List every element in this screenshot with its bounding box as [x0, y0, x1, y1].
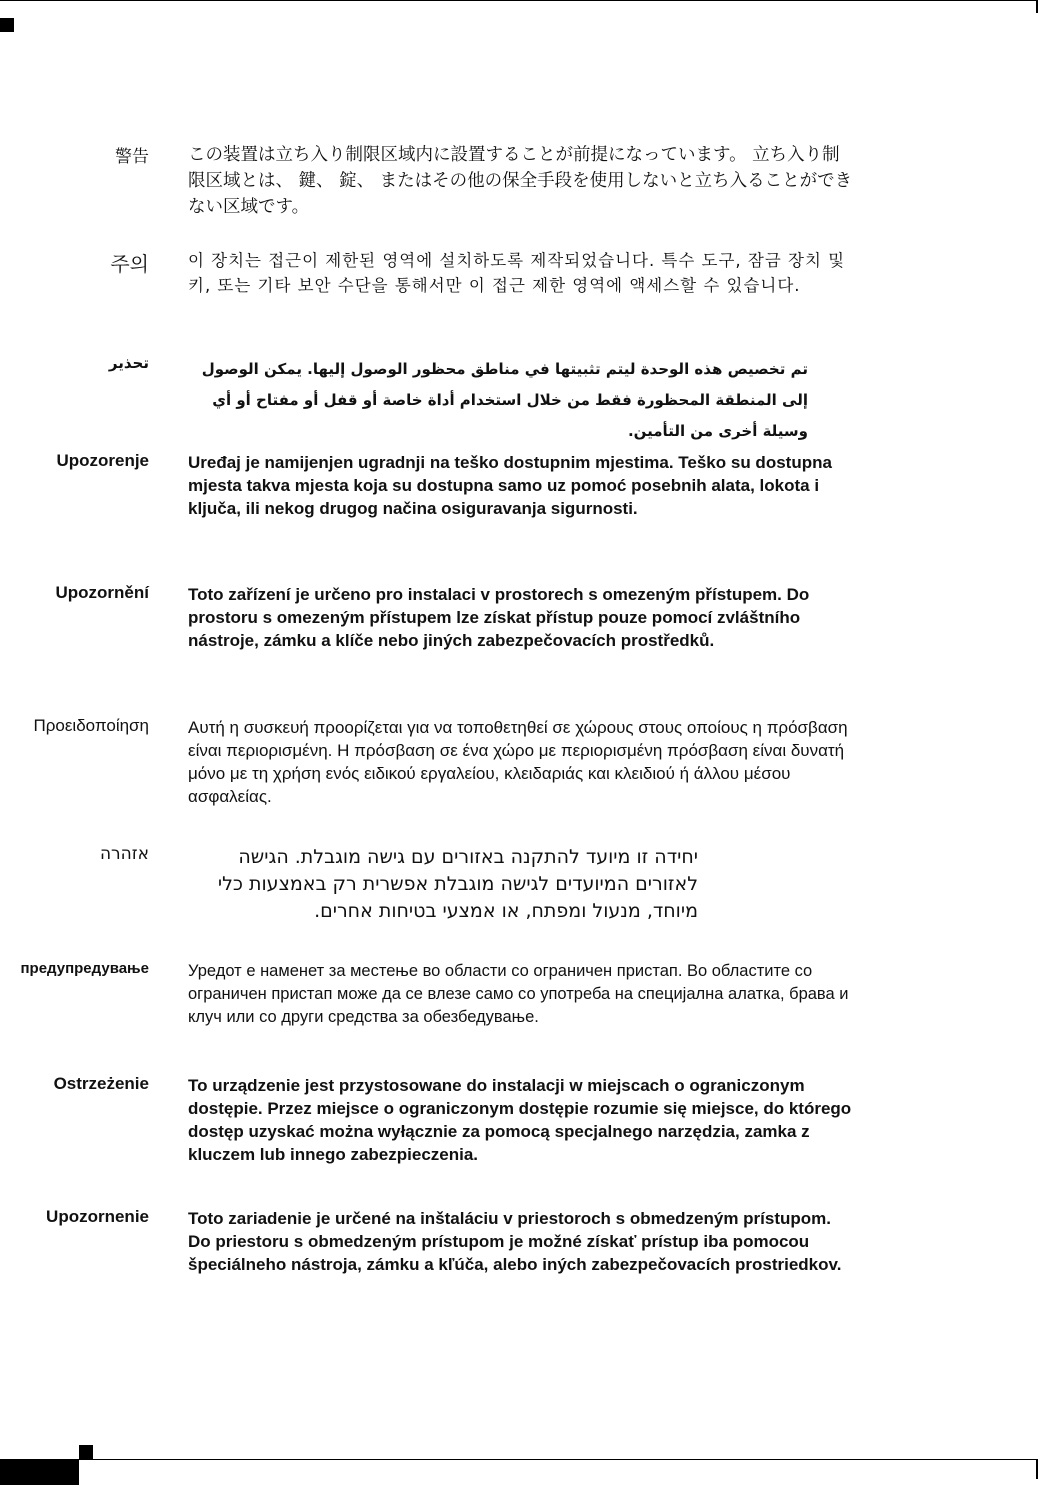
bottom-rule-tick	[1036, 1459, 1038, 1479]
warning-label: Upozorenje	[56, 451, 149, 470]
warning-text: Toto zařízení je určeno pro instalaci v prostorech s omezeným přístupem. Do prostoru s omezeným přístupem lze získat přístup pouze pomocí zvláštního nástroje, zámku a klíče nebo jiných zabezpečovacích prostředků.	[188, 585, 810, 650]
warning-label: Upozornenie	[46, 1207, 149, 1226]
warning-label: предупредување	[20, 960, 149, 977]
warning-text: Αυτή η συσκευή προορίζεται για να τοποθετηθεί σε χώρους στους οποίους η πρόσβαση είναι περιορισμένη. Η πρόσβαση σε ένα χώρο με περιορισμένη πρόσβαση είναι δυνατή μόνο με τη χρήση ενός ειδικού εργαλείου, κλειδαριάς και κλειδιού ή άλλου μέσου ασφαλείας.	[188, 718, 848, 806]
top-rule-tick	[1036, 0, 1038, 13]
warning-label: Προειδοποίηση	[33, 716, 149, 735]
warning-label: Ostrzeżenie	[53, 1074, 149, 1093]
warning-text: Toto zariadenie je určené na inštaláciu v priestoroch s obmedzeným prístupom. Do priestoru s obmedzeným prístupom je možné získať prístup iba pomocou špeciálneho nástroja, zámku a kľúča, alebo iných zabezpečovacích prostriedkov.	[188, 1209, 842, 1274]
warning-text: Uređaj je namijenjen ugradnji na teško dostupnim mjestima. Teško su dostupna mjesta takva mjesta koja su dostupna samo uz pomoć posebnih alata, lokota i ključa, ili nekog drugog načina osiguravanja sigurnosti.	[188, 453, 832, 518]
warning-label: אזהרה	[99, 844, 149, 864]
bottom-corner-mark	[79, 1445, 93, 1459]
warning-text: تم تخصيص هذه الوحدة ليتم تثبيتها في مناطق محظور الوصول إليها. يمكن الوصول إلى المنطقة المحظورة فقط من خلال استخدام أداة خاصة أو قفل أو مفتاح أو أي وسيلة أخرى من التأمين.	[201, 360, 808, 440]
warning-text: この装置は立ち入り制限区域内に設置することが前提になっています。 立ち入り制限区域とは、 鍵、 錠、 またはその他の保全手段を使用しないと立ち入ることができない区域です。	[188, 145, 853, 217]
warning-label: تحذير	[108, 354, 149, 372]
warning-text: Уредот е наменет за местење во области со ограничен пристап. Во областите со ограничен пристап може да се влезе само со употреба на специјална алатка, брава и клуч или со други средства за обезбедување.	[188, 962, 849, 1026]
warning-text: יחידה זו מיועד להתקנה באזורים עם גישה מוגבלת. הגישה לאזורים המיועדים לגישה מוגבלת אפשרית רק באמצעות כלי מיוחד, מנעול ומפתח, או אמצעי בטיחות אחרים.	[217, 846, 698, 922]
bottom-corner-bar	[0, 1460, 79, 1485]
top-rule	[0, 0, 1037, 1]
warning-label: 주의	[110, 252, 149, 276]
warning-text: 이 장치는 접근이 제한된 영역에 설치하도록 제작되었습니다. 특수 도구, 잠금 장치 및 키, 또는 기타 보안 수단을 통해서만 이 접근 제한 영역에 액세스할 수 있습니다.	[188, 251, 846, 295]
warning-label: 警告	[115, 147, 149, 167]
top-corner-mark	[0, 18, 14, 32]
bottom-rule	[0, 1459, 1037, 1460]
warning-text: To urządzenie jest przystosowane do instalacji w miejscach o ograniczonym dostępie. Przez miejsce o ograniczonym dostępie rozumie się miejsce, do którego dostęp uzyskać można wyłącznie za pomocą specjalnego narzędzia, zamka z kluczem lub innego zabezpieczenia.	[188, 1076, 852, 1164]
warning-label: Upozornění	[55, 583, 149, 602]
